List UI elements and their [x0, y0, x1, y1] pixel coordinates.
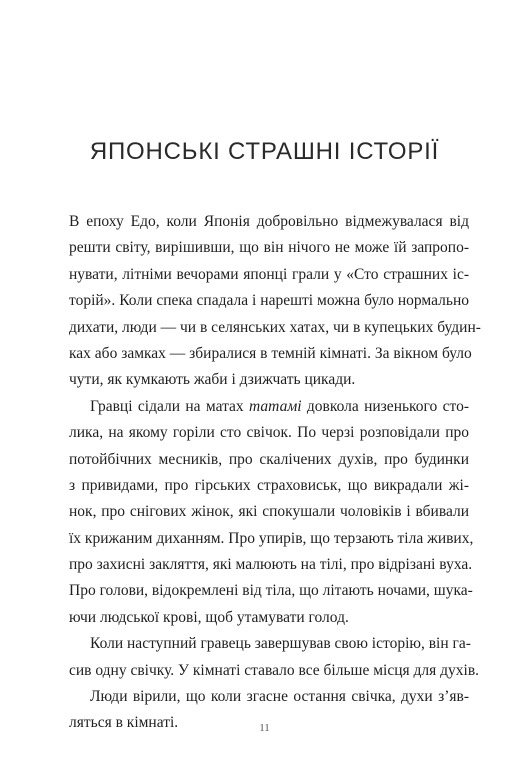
- chapter-title: ЯПОНСЬКІ СТРАШНІ ІСТОРІЇ: [89, 138, 440, 165]
- text-line: Люди вірили, що коли згасне остання свічка, духи з’яв-: [90, 688, 469, 706]
- text-line: дихати, люди — чи в селянських хатах, чи в купецьких будин-: [69, 318, 481, 336]
- text-run: довкола низенького сто-: [301, 397, 469, 415]
- body-text: [69, 209, 481, 737]
- text-line: В епоху Едо, коли Японія добровільно відмежувалася від: [69, 213, 469, 230]
- text-line: ючи людської крові, щоб утамувати голод.: [69, 608, 349, 626]
- page-number: 11: [259, 722, 270, 734]
- text-line: потойбічних месників, про скалічених духів, про будинки: [69, 450, 469, 468]
- text-line: ках або замках — збиралися в темній кімнаті. За вікном було: [69, 344, 472, 362]
- text-line: сив одну свічку. У кімнаті ставало все більше місця для духів.: [69, 661, 480, 679]
- text-line: торій». Коли спека спадала і нарешті можна було нормально: [69, 292, 469, 310]
- text-line: чути, як кумкають жаби і дзижчать цикади.: [69, 371, 356, 389]
- text-line: з привидами, про гірських страховиськ, що викрадали жі-: [69, 476, 469, 494]
- text-line: ляться в кімнаті.: [69, 714, 179, 732]
- text-line: решти світу, вирішивши, що він нічого не може їй запропо-: [69, 239, 469, 257]
- text-line: [69, 394, 469, 420]
- text-line: Про голови, відокремлені від тіла, що літають ночами, шука-: [69, 582, 473, 600]
- text-line: нок, про снігових жінок, які спокушали чоловіків і вбивали: [69, 503, 469, 521]
- text-line: про захисні закляття, які малюють на тілі, про відрізані вуха.: [69, 556, 473, 574]
- text-line: Коли наступний гравець завершував свою історію, він га-: [90, 635, 471, 653]
- text-line: нувати, літніми вечорами японці грали у «Сто страшних іс-: [69, 265, 469, 283]
- text-line: їх крижаним диханням. Про упирів, що терзають тіла живих,: [69, 529, 474, 547]
- text-line: лика, на якому горіли сто свічок. По черзі розповідали про: [69, 424, 469, 442]
- italic-term: татамі: [249, 397, 302, 415]
- text-run: Гравці сідали на матах: [90, 397, 250, 415]
